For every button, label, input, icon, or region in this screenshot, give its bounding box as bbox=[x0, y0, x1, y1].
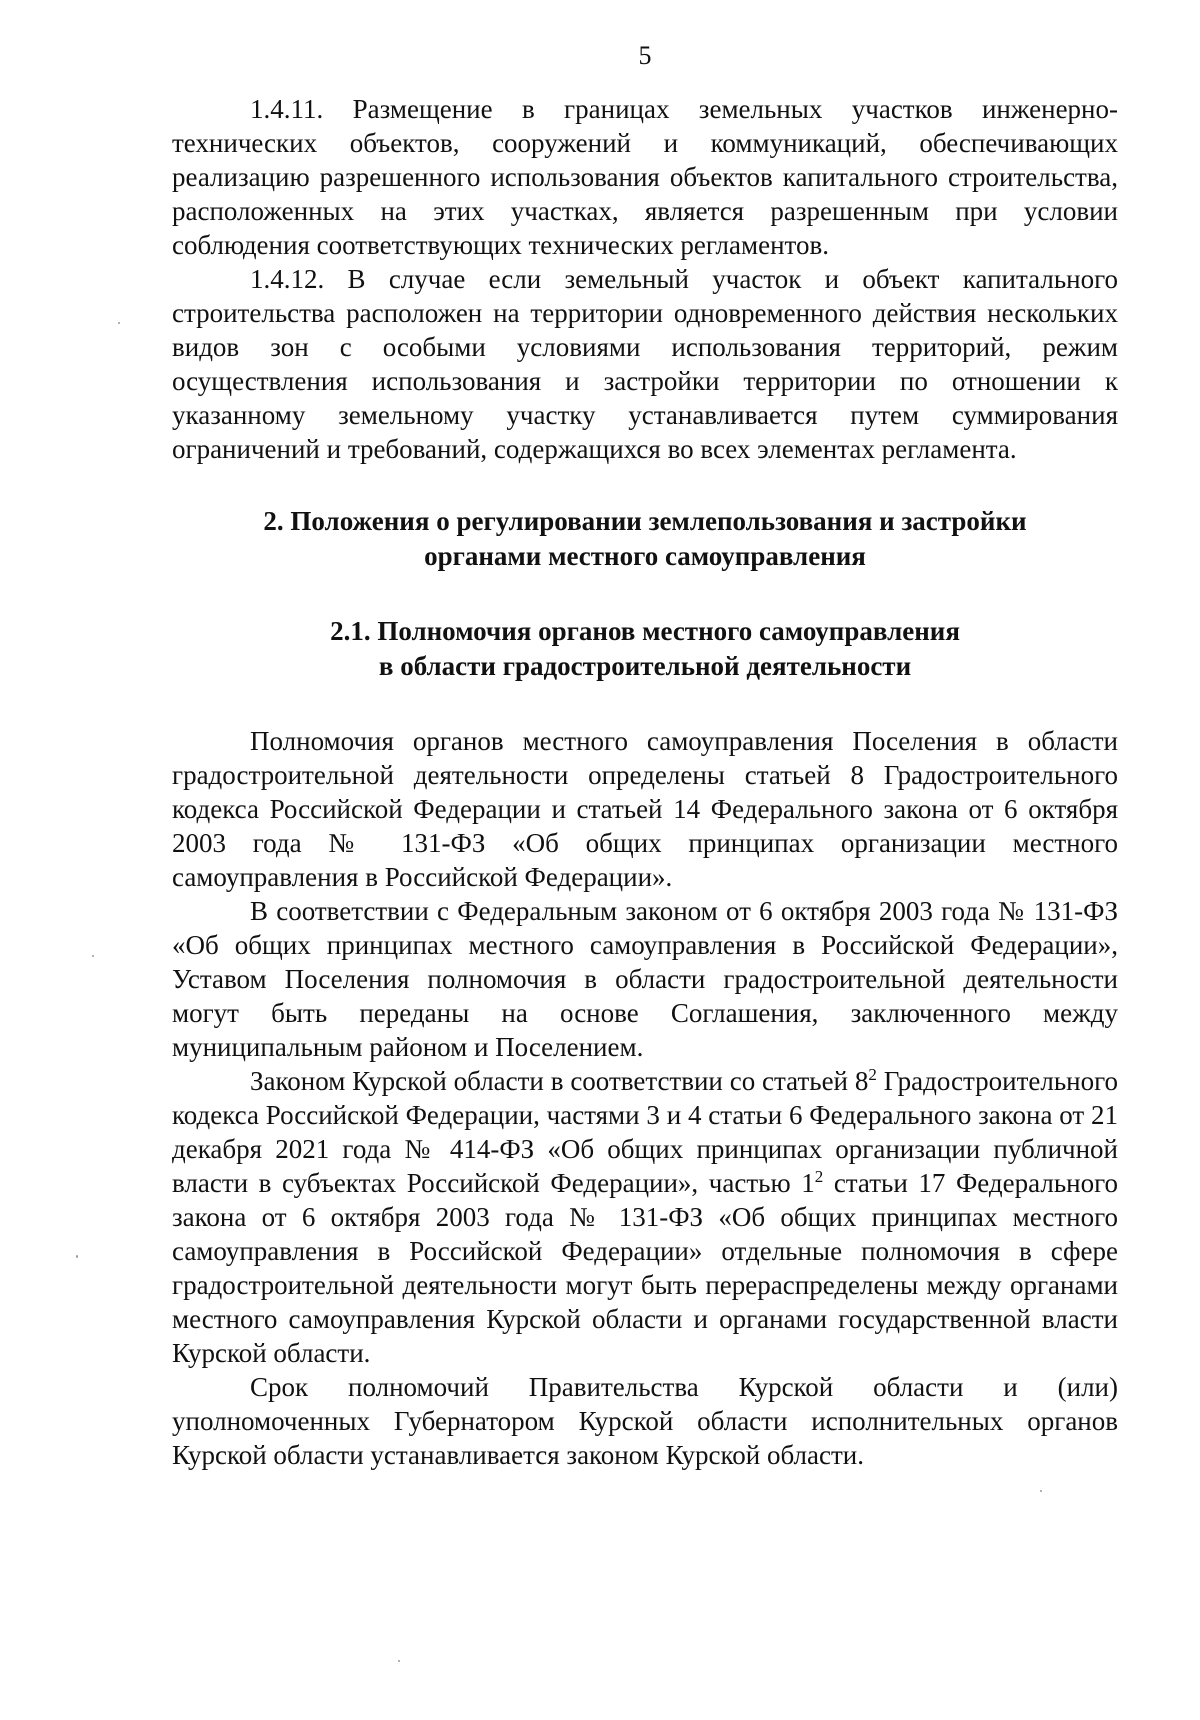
scan-speck bbox=[398, 1660, 400, 1662]
section-heading-line-1: 2. Положения о регулировании землепользования и застройки bbox=[263, 506, 1027, 536]
subsection-heading bbox=[172, 614, 1118, 684]
paragraph-powers: Полномочия органов местного самоуправления Поселения в области градостроительной деятельности определены статьей 8 Градостроительного кодекса Российской Федерации и статьей 14 Федерального закона от 6 октября 2003 года № 131-ФЗ «Об общих принципах организации местного самоуправления в Российской Федерации». bbox=[172, 726, 1118, 892]
paragraph-1-4-11: 1.4.11. Размещение в границах земельных участков инженерно-технических объектов, сооружений и коммуникаций, обеспечивающих реализацию разрешенного использования объектов капитального строительства, расположенных на этих участках, является разрешенным при условии соблюдения соответствующих технических регламентов. bbox=[172, 94, 1118, 260]
subsection-heading-line-2: в области градостроительной деятельности bbox=[378, 651, 912, 681]
paragraph-federal-law: В соответствии с Федеральным законом от 6 октября 2003 года № 131-ФЗ «Об общих принципах местного самоуправления в Российской Федерации», Уставом Поселения полномочия в области градостроительной деятельности могут быть переданы на основе Соглашения, заключенного между муниципальным районом и Поселением. bbox=[172, 896, 1118, 1062]
superscript-2-article: 2 bbox=[868, 1065, 877, 1084]
paragraph-1-4-12: 1.4.12. В случае если земельный участок и объект капитального строительства расположен на территории одновременного действия нескольких видов зон с особыми условиями использования территорий, режим осуществления использования и застройки территории по отношении к указанному земельному участку устанавливается путем суммирования ограничений и требований, содержащихся во всех элементах регламента. bbox=[172, 264, 1118, 464]
page-number: 5 bbox=[638, 41, 652, 70]
kursk-text-part-2: Градостроительного кодекса Российской Федерации, частями 3 и 4 статьи 6 Федерального закона от 21 декабря 2021 года № 414-ФЗ «Об общих принципах организации публичной власти в субъектах Российской Федерации», частью 1 bbox=[172, 1066, 1118, 1198]
subsection-heading-line-1: 2.1. Полномочия органов местного самоуправления bbox=[330, 616, 960, 646]
paragraph-term: Срок полномочий Правительства Курской области и (или) уполномоченных Губернатором Курской области исполнительных органов Курской области устанавливается законом Курской области. bbox=[172, 1372, 1118, 1470]
scan-speck bbox=[76, 1255, 78, 1258]
paragraph-kursk-law bbox=[172, 1064, 1118, 1370]
section-heading bbox=[172, 504, 1118, 574]
kursk-text-part-1: Законом Курской области в соответствии со статьей 8 bbox=[250, 1066, 869, 1096]
section-heading-line-2: органами местного самоуправления bbox=[424, 541, 866, 571]
scan-speck bbox=[92, 955, 94, 957]
scan-speck bbox=[118, 322, 120, 324]
superscript-2-part: 2 bbox=[814, 1167, 824, 1186]
scan-speck bbox=[1040, 1490, 1042, 1492]
kursk-text-part-3: статьи 17 Федерального закона от 6 октября 2003 года № 131-ФЗ «Об общих принципах местного самоуправления в Российской Федерации» отдельные полномочия в сфере градостроительной деятельности могут быть перераспределены между органами местного самоуправления Курской области и органами государственной власти Курской области. bbox=[172, 1168, 1118, 1368]
document-page bbox=[172, 40, 1118, 1472]
